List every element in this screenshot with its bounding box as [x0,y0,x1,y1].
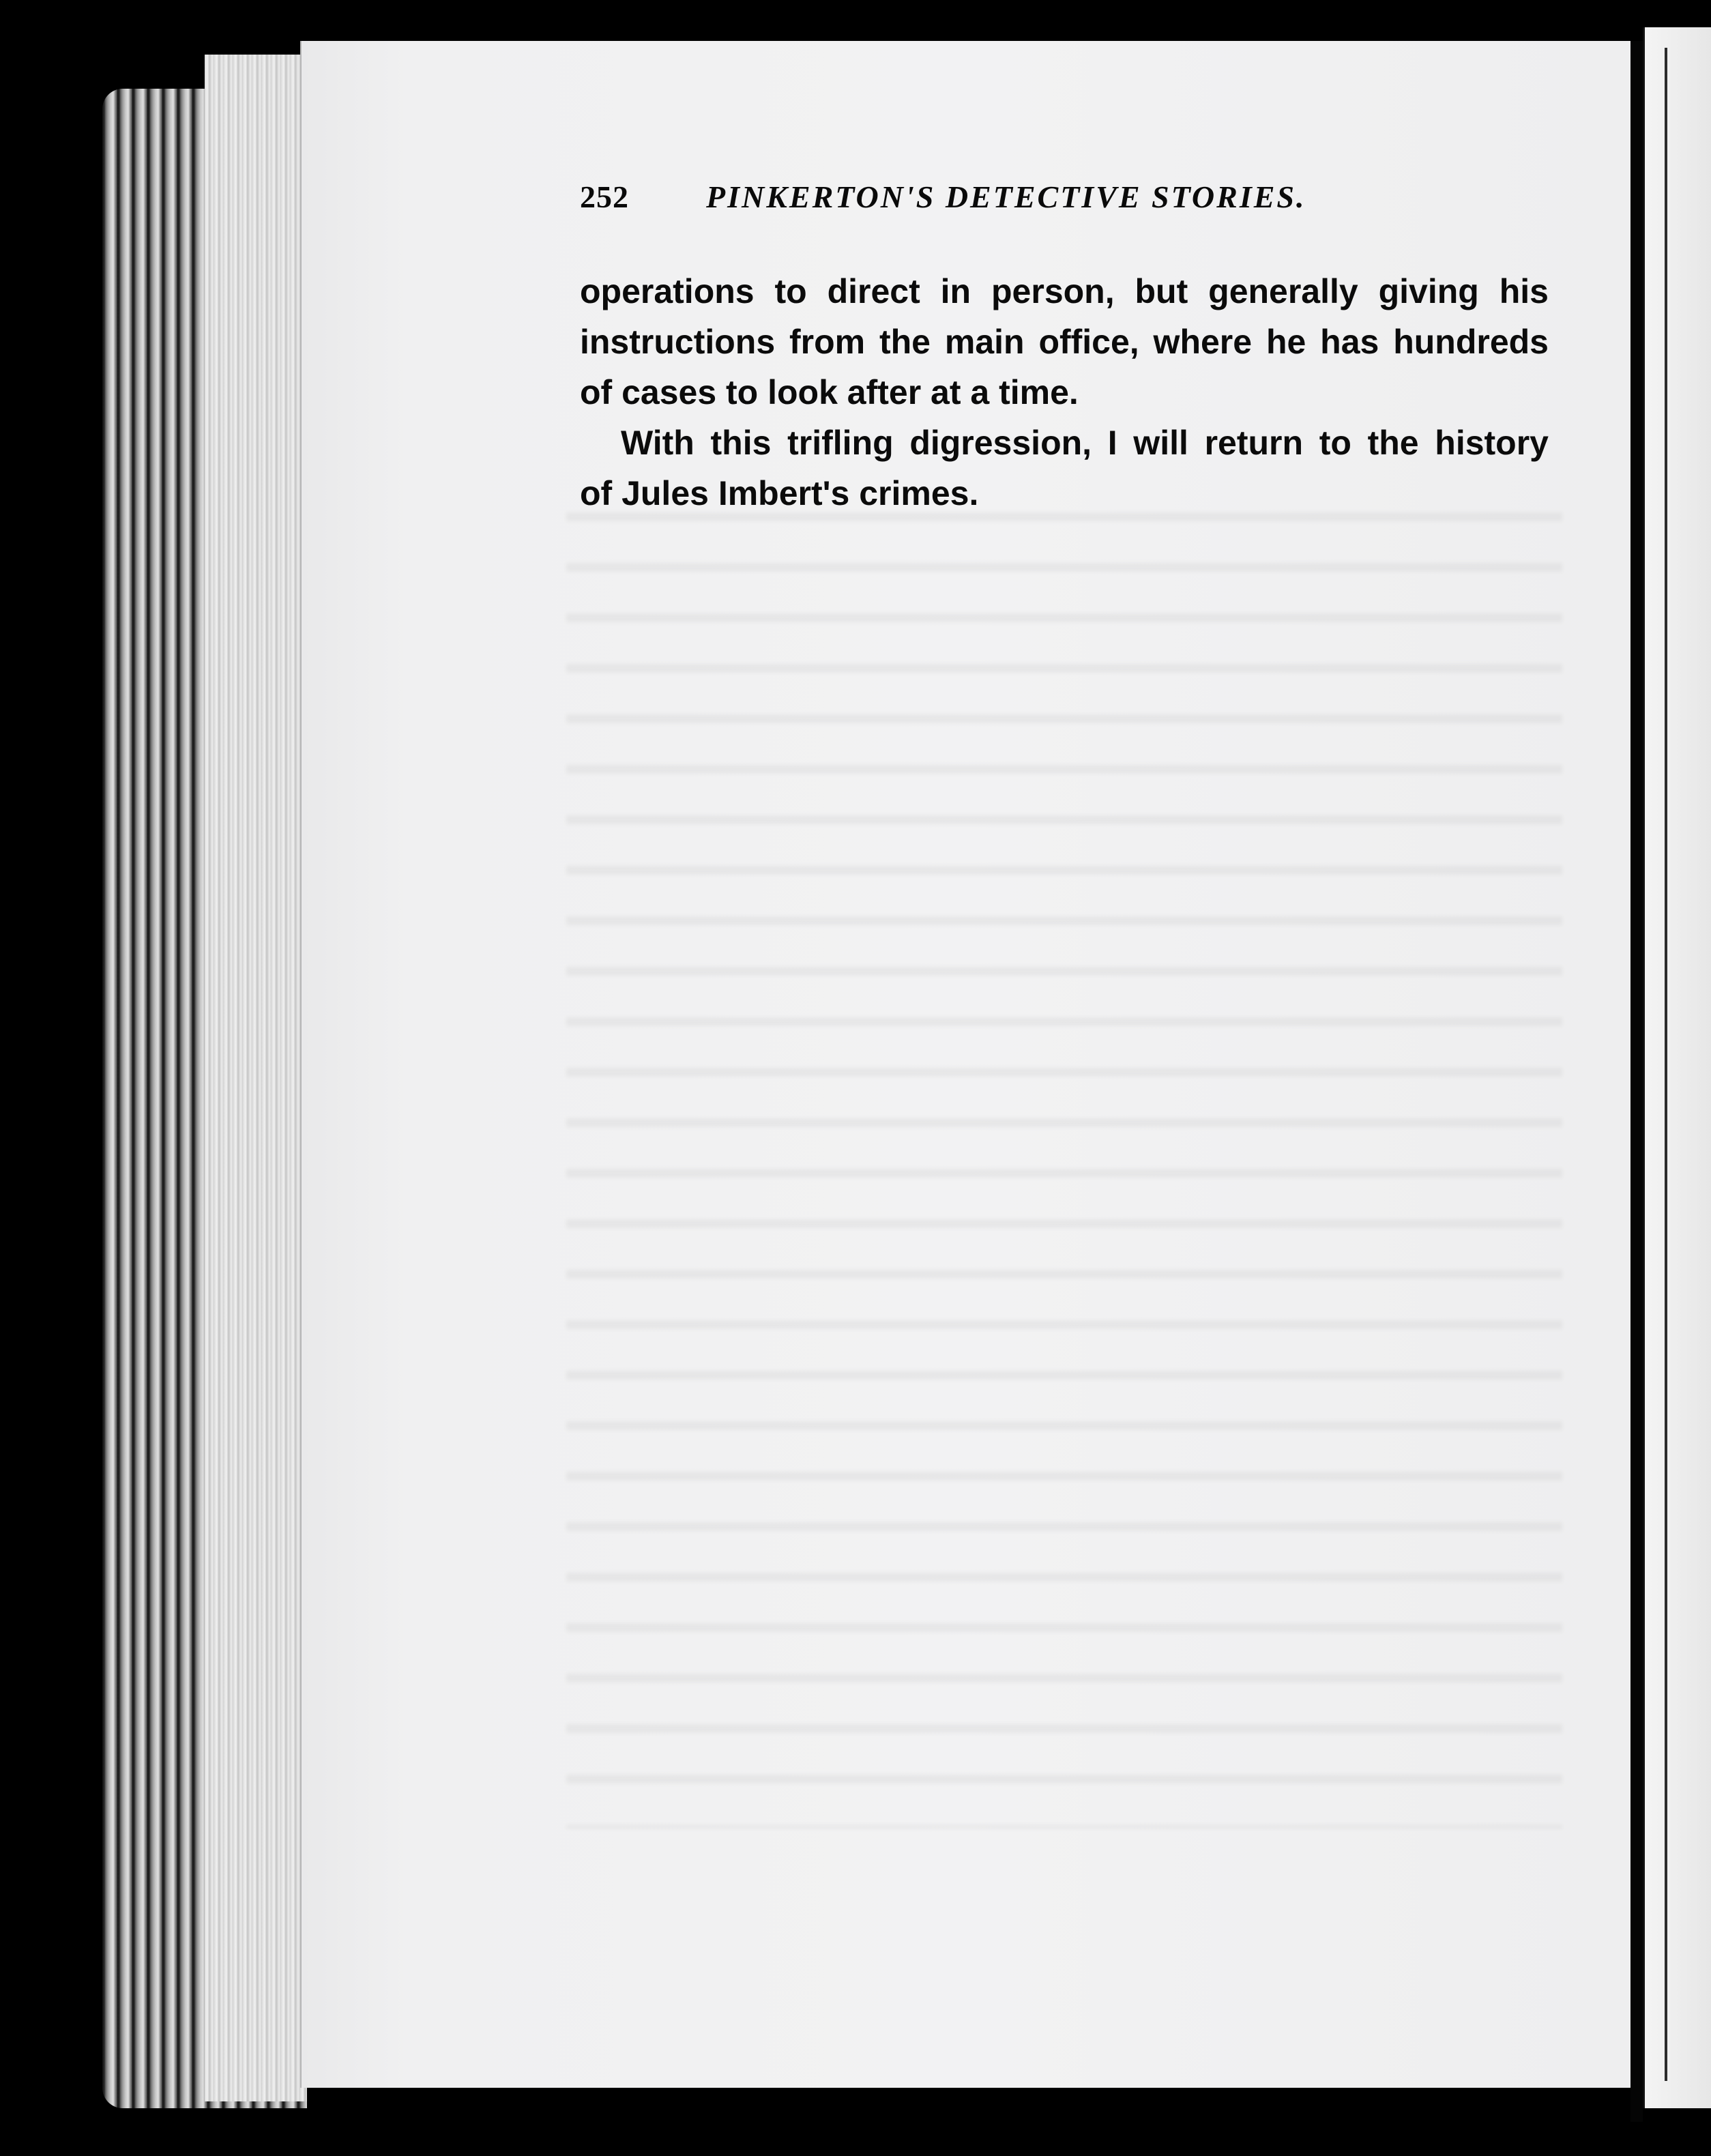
text-line: of cases to look after at a time. [580,373,1079,411]
running-header [580,179,1419,220]
text-line: With this trifling digression, I will return to the history [621,424,1549,462]
book-page-edges-inner [205,55,307,2101]
text-line: operations to direct in person, but generally giving his [580,272,1549,310]
paragraph [580,418,1549,519]
text-line: of Jules Imbert's crimes. [580,474,979,512]
running-title: PINKERTON'S DETECTIVE STORIES. [706,179,1306,214]
book-gutter [1630,41,1643,2122]
text-line: instructions from the main office, where he has hundreds [580,323,1549,361]
page-number: 252 [580,179,629,214]
body-text [580,266,1549,519]
facing-page-edge [1643,27,1711,2108]
paragraph [580,266,1549,418]
bleed-through-text [566,478,1562,1829]
facing-page-shadow [1665,48,1667,2081]
